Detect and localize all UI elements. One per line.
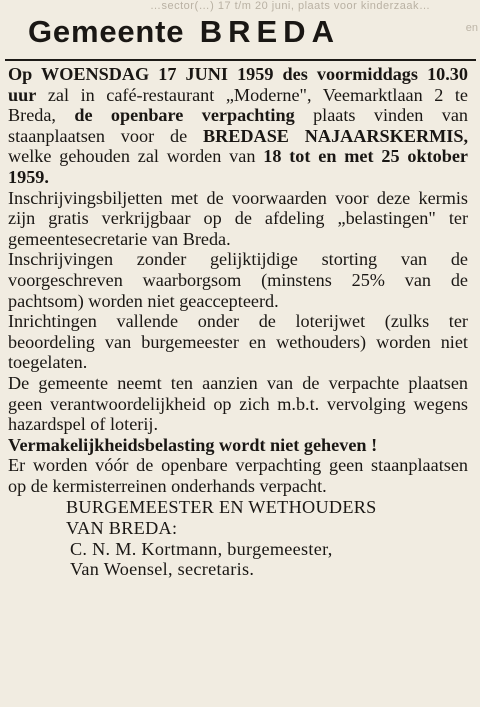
signature-secretary: Van Woensel, secretaris. [70,559,255,580]
paragraph-segment: Vermakelijkheidsbelasting wordt niet geheven ! [8,434,378,455]
paragraph-segment: Er worden vóór de openbare verpachting geen staanplaatsen op de kermisterreinen onderhands verpacht. [8,455,468,496]
notice-body [8,64,468,580]
paragraph-segment: plaats vinden van staanplaatsen voor de [8,105,469,146]
paragraph-deposit [8,249,468,311]
paragraph-entertainment-tax [8,435,468,456]
paragraph-segment: Inrichtingen vallende onder de loterijwet (zulks ter beoordeling van burgemeester en wethouders) worden niet toegelaten. [8,311,468,373]
paragraph-segment: zal in café-restaurant „Moderne", Veemarktlaan 2 te Breda, [8,84,468,126]
header-prefix: Gemeente [28,14,185,49]
paragraph-liability [8,373,468,435]
paragraph-registration-forms [8,188,468,250]
paragraph-private-lease [8,455,468,496]
signature-block [66,497,468,579]
paragraph-segment: De gemeente neemt ten aanzien van de verpachte plaatsen geen verantwoordelijkheid op zich m.b.t. vervolging wegens hazardspel of loterij. [8,372,468,435]
paragraph-segment: Inschrijvingen zonder gelijktijdige storting van de voorgeschreven waarborgsom (minstens 25% van de pachtsom) worden niet geaccepteerd. [8,249,468,311]
paragraph-segment: BREDASE NAJAARSKERMIS, [203,125,468,146]
signature-title: BURGEMEESTER EN WETHOUDERS [66,497,377,518]
paragraph-list [8,64,468,496]
notice-header [28,14,446,50]
paragraph-segment: Op WOENSDAG 17 JUNI 1959 des voormiddags 10.30 uur [8,64,468,105]
paragraph-segment: 18 tot en met 25 oktober 1959. [8,146,468,187]
paragraph-segment: welke gehouden zal worden van [8,146,264,167]
signature-mayor: C. N. M. Kortmann, burgemeester, [70,538,333,559]
signature-municipality: VAN BREDA: [66,518,178,539]
bleed-through-fragment: en [465,22,478,34]
paragraph-segment: de openbare verpachting [74,105,295,126]
paragraph-segment: Inschrijvingsbiljetten met de voorwaarden voor deze kermis zijn gratis verkrijgbaar op de afdeling „belastingen" ter gemeentesecretarie van Breda. [8,187,468,249]
bleed-through-text: …sector(…) 17 t/m 20 juni, plaats voor kinderzaak… [150,0,431,12]
header-rule [5,59,476,61]
paragraph-lottery-law [8,311,468,373]
header-town: BREDA [199,14,340,49]
paragraph-announcement [8,64,468,188]
